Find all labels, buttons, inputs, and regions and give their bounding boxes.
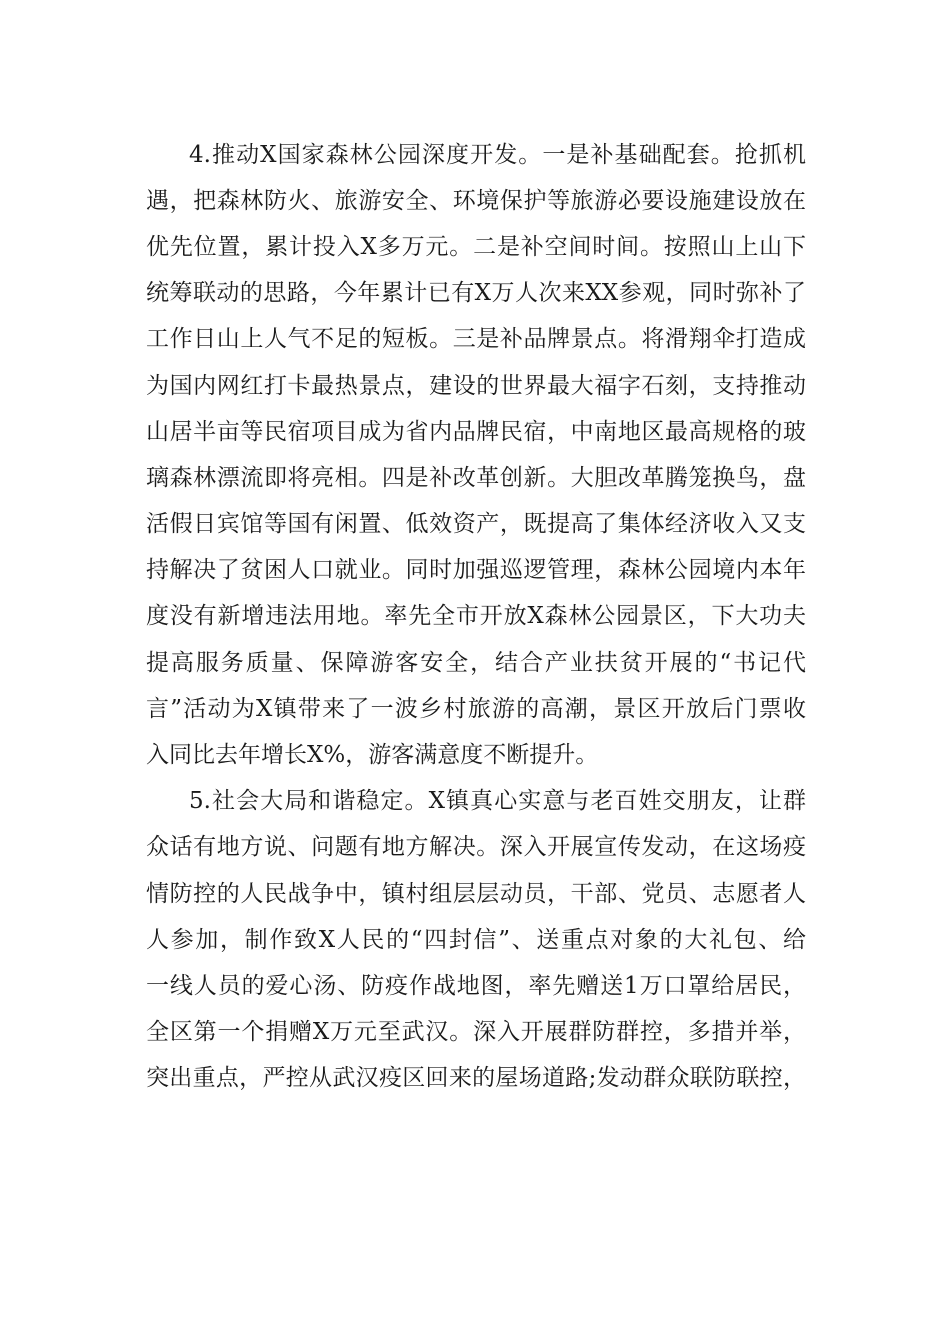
paragraph-line: 情防控的人民战争中，镇村组层层动员，干部、党员、志愿者人 — [146, 881, 806, 907]
paragraph-line: 活假日宾馆等国有闲置、低效资产，既提高了集体经济收入又支 — [146, 511, 806, 537]
paragraph-line: 优先位置，累计投入X多万元。二是补空间时间。按照山上山下 — [146, 234, 806, 260]
paragraph-line: 入同比去年增长X%，游客满意度不断提升。 — [146, 742, 599, 768]
paragraph-line: 为国内网红打卡最热景点，建设的世界最大福字石刻，支持推动 — [146, 373, 806, 399]
paragraph-line: 全区第一个捐赠X万元至武汉。深入开展群防群控，多措并举， — [146, 1019, 806, 1045]
paragraph-line: 突出重点，严控从武汉疫区回来的屋场道路;发动群众联防联控， — [146, 1065, 806, 1091]
paragraph-line: 言”活动为X镇带来了一波乡村旅游的高潮，景区开放后门票收 — [146, 696, 806, 722]
paragraph-line: 度没有新增违法用地。率先全市开放X森林公园景区，下大功夫 — [146, 603, 806, 629]
paragraph-line: 人参加，制作致X人民的“四封信”、送重点对象的大礼包、给 — [146, 927, 806, 953]
paragraph-line: 统筹联动的思路，今年累计已有X万人次来XX参观，同时弥补了 — [146, 280, 806, 306]
paragraph-line: 遇，把森林防火、旅游安全、环境保护等旅游必要设施建设放在 — [146, 188, 806, 214]
paragraph-line: 众话有地方说、问题有地方解决。深入开展宣传发动，在这场疫 — [146, 834, 806, 860]
paragraph-line: 5.社会大局和谐稳定。X镇真心实意与老百姓交朋友，让群 — [189, 788, 806, 814]
paragraph-line: 持解决了贫困人口就业。同时加强巡逻管理，森林公园境内本年 — [146, 557, 806, 583]
paragraph-line: 提高服务质量、保障游客安全，结合产业扶贫开展的“书记代 — [146, 650, 806, 676]
paragraph-line: 璃森林漂流即将亮相。四是补改革创新。大胆改革腾笼换鸟，盘 — [146, 465, 806, 491]
paragraph-line: 4.推动X国家森林公园深度开发。一是补基础配套。抢抓机 — [189, 142, 806, 168]
paragraph-line: 山居半亩等民宿项目成为省内品牌民宿，中南地区最高规格的玻 — [146, 419, 806, 445]
paragraph-line: 工作日山上人气不足的短板。三是补品牌景点。将滑翔伞打造成 — [146, 326, 806, 352]
paragraph-line: 一线人员的爱心汤、防疫作战地图，率先赠送1万口罩给居民， — [146, 973, 806, 999]
